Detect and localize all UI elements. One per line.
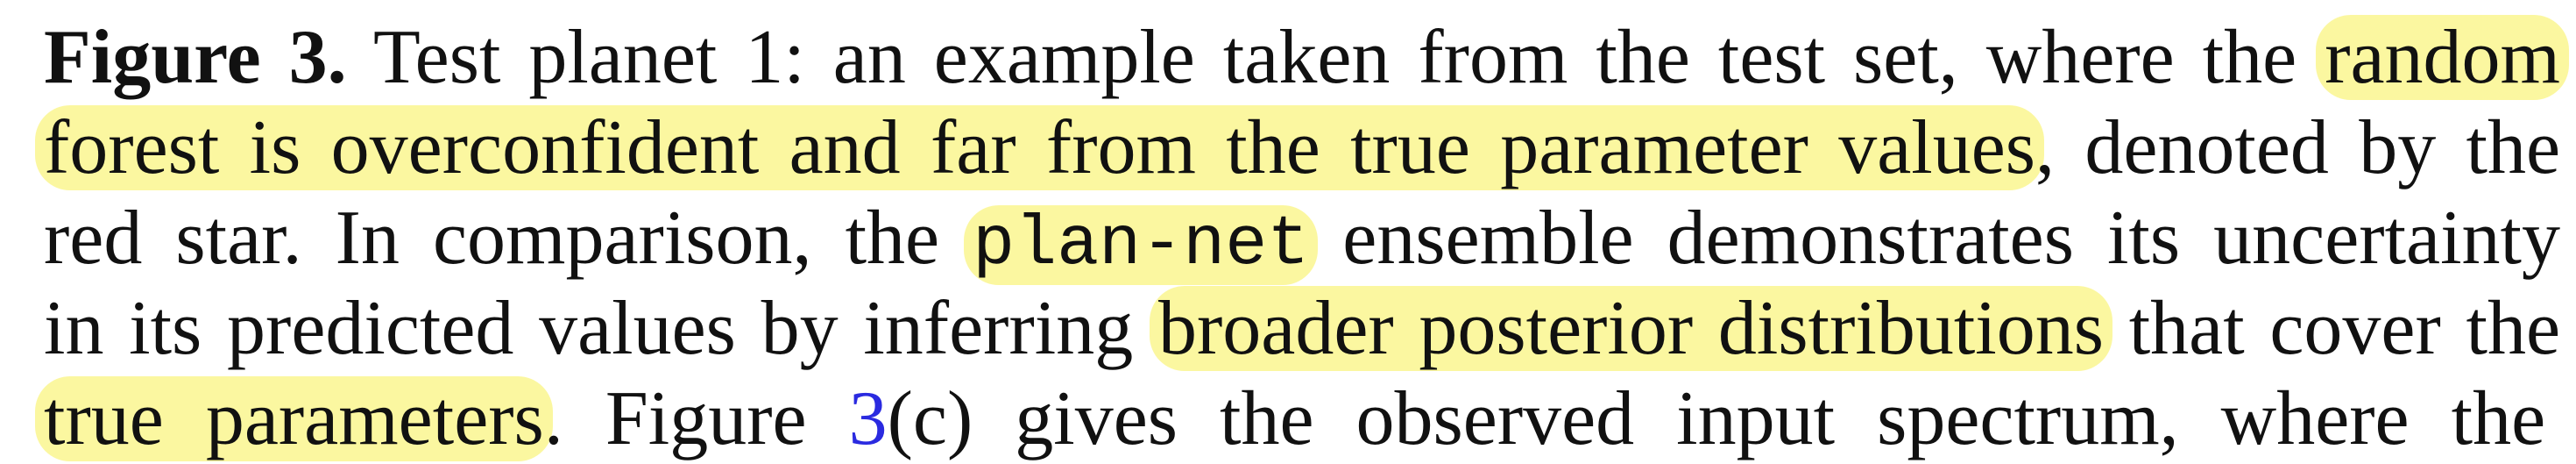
caption-line-4 — [44, 283, 2560, 374]
figure-caption — [44, 12, 2560, 464]
caption-text: , denoted by the — [2035, 105, 2560, 190]
caption-text: (c) gives the observed input spectrum, where the — [887, 376, 2546, 461]
caption-text: . Figure — [543, 376, 807, 461]
figure-reference-link[interactable]: 3 — [848, 376, 888, 461]
figure-label: Figure 3. — [44, 15, 347, 100]
caption-line-1 — [44, 12, 2560, 103]
caption-text: Test planet 1: an example taken from the test set, where the — [373, 15, 2297, 100]
caption-text: in its predicted values by inferring — [44, 286, 1134, 371]
highlighted-text: broader posterior distributions — [1150, 286, 2112, 371]
caption-text: red star. In comparison, the — [44, 196, 940, 281]
caption-line-5 — [44, 374, 2560, 464]
highlighted-text: true parameters — [35, 376, 553, 461]
caption-line-3 — [44, 193, 2560, 283]
caption-line-2 — [44, 103, 2560, 193]
code-term-plan-net: plan-net — [964, 205, 1318, 285]
highlighted-text: random — [2316, 15, 2569, 100]
caption-text: ensemble demonstrates its uncertainty — [1342, 196, 2560, 281]
highlighted-text: forest is overconfident and far from the true parameter values — [35, 105, 2044, 190]
caption-text: that cover the — [2128, 286, 2561, 371]
